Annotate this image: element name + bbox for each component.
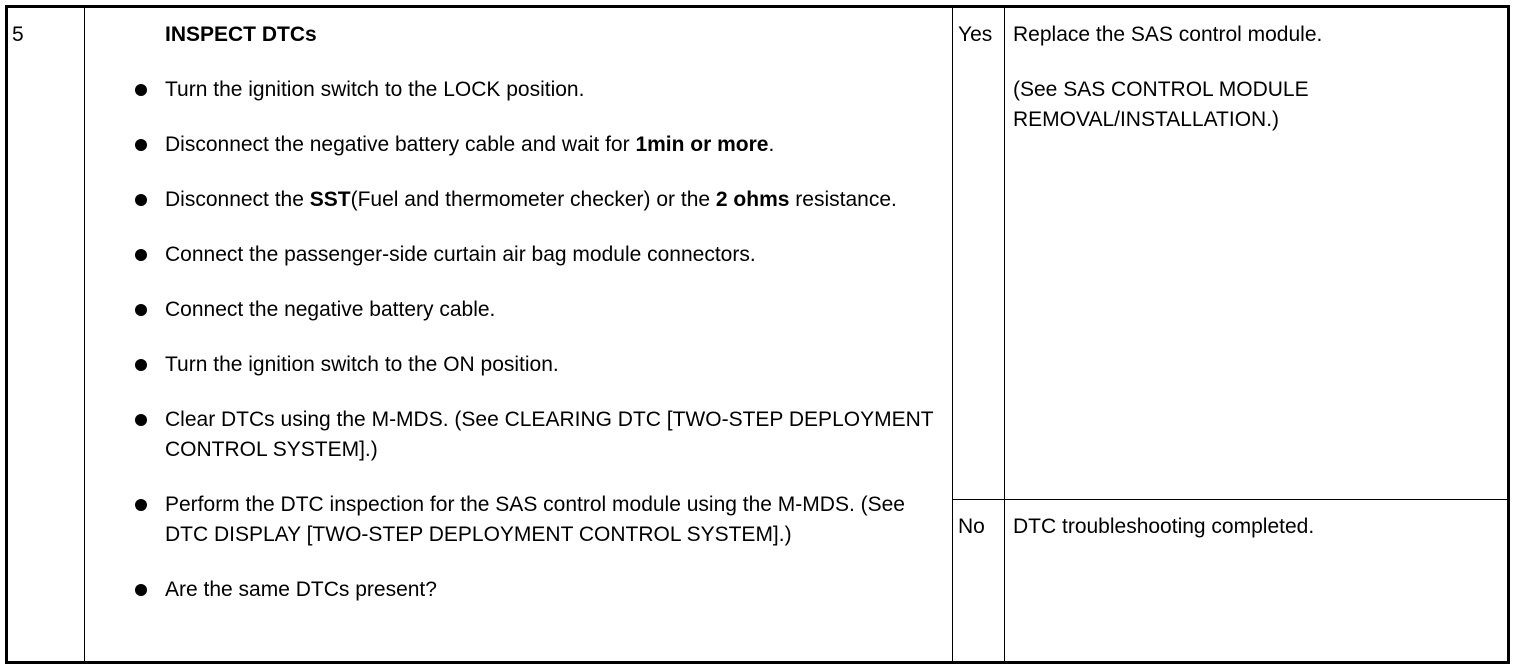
bullet-icon [135, 584, 147, 596]
bullet-icon [135, 139, 147, 151]
action-yes-cell [1005, 7, 1509, 500]
answer-yes: Yes [953, 7, 1005, 500]
step-text: . [768, 133, 775, 156]
action-yes: Replace the SAS control module. [1013, 23, 1323, 46]
action-no: DTC troubleshooting completed. [1013, 515, 1315, 538]
step-text: resistance. [789, 188, 897, 211]
action-no-cell [1005, 500, 1509, 663]
step-item [85, 405, 942, 465]
step-text: Clear DTCs using the M-MDS. (See CLEARING DTC [TWO-STEP DEPLOYMENT CONTROL SYSTEM].) [165, 408, 934, 461]
step-text-bold: SST [309, 188, 351, 211]
bullet-icon [135, 304, 147, 316]
step-text: (Fuel and thermometer checker) or the [350, 188, 716, 211]
step-item [85, 240, 942, 270]
bullet-icon [135, 359, 147, 371]
table-row [7, 7, 1509, 500]
step-item [85, 130, 942, 160]
bullet-icon [135, 194, 147, 206]
step-text: Connect the negative battery cable. [165, 298, 496, 321]
step-item [85, 75, 942, 105]
bullet-icon [135, 499, 147, 511]
step-text: Turn the ignition switch to the ON position. [165, 353, 559, 376]
check-title: INSPECT DTCs [165, 23, 317, 46]
step-number: 5 [7, 7, 85, 663]
step-item [85, 490, 942, 550]
steps-list [85, 75, 942, 605]
step-text: Connect the passenger-side curtain air bag module connectors. [165, 243, 756, 266]
step-text-bold: 2 ohms [715, 188, 790, 211]
bullet-icon [135, 414, 147, 426]
action-yes-reference: (See SAS CONTROL MODULE REMOVAL/INSTALLATION.) [1013, 78, 1309, 131]
step-item [85, 295, 942, 325]
step-text: Disconnect the negative battery cable and wait for [165, 133, 636, 156]
step-text: Turn the ignition switch to the LOCK position. [165, 78, 585, 101]
check-cell [85, 7, 953, 663]
answer-no: No [953, 500, 1005, 663]
step-item [85, 575, 942, 605]
bullet-icon [135, 249, 147, 261]
bullet-icon [135, 84, 147, 96]
step-text: Perform the DTC inspection for the SAS control module using the M-MDS. (See DTC DISPLAY [TWO-STEP DEPLOYMENT CONTROL SYSTEM].) [165, 493, 905, 546]
diagnostic-table [5, 5, 1510, 664]
step-item [85, 350, 942, 380]
step-text: Are the same DTCs present? [165, 578, 437, 601]
step-text: Disconnect the [165, 188, 310, 211]
step-item [85, 185, 942, 215]
step-text-bold: 1min or more [635, 133, 769, 156]
